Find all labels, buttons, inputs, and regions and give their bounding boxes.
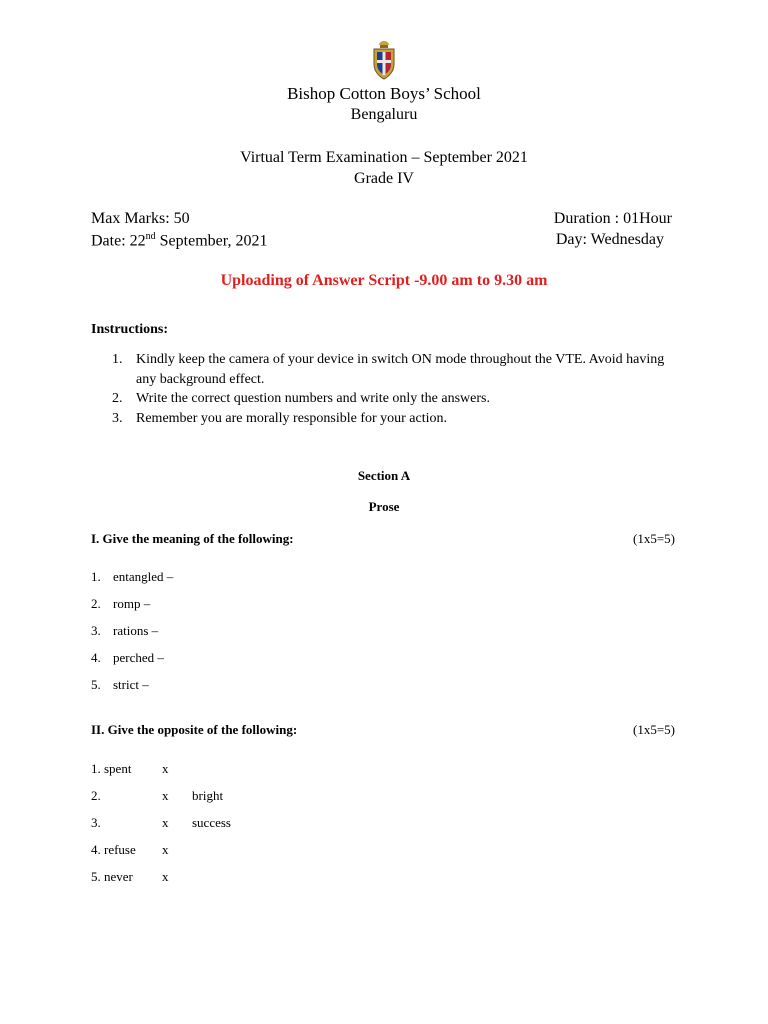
list-item: 3. [91,815,101,830]
list-item: 4. refuse [91,842,136,857]
date-prefix: Date: 22 [91,232,146,250]
school-name: Bishop Cotton Boys’ School [287,84,481,103]
question-2-marks: (1x5=5) [633,722,675,737]
exam-grade: Grade IV [354,170,414,187]
school-crest-icon [372,40,396,80]
upload-notice: Uploading of Answer Script -9.00 am to 9.30 am [220,272,548,289]
max-marks: Max Marks: 50 [91,210,190,227]
list-item: 5. never [91,869,133,884]
instruction-item: 3. Remember you are morally responsible for your action. [112,410,448,426]
opposite-word: success [192,815,231,830]
date-suffix-sup: nd [145,231,156,242]
opposite-x: x [162,788,169,803]
list-item: 3. rations – [91,623,159,638]
instructions-list [91,350,681,428]
school-city: Bengaluru [350,106,418,123]
opposite-x: x [162,761,169,776]
date-rest: September, 2021 [155,232,268,250]
question-2-title: II. Give the opposite of the following: [91,722,298,737]
opposite-x: x [162,842,169,857]
duration: Duration : 01Hour [553,210,672,227]
section-subtitle: Prose [368,499,400,514]
list-item: 5. strict – [91,677,149,692]
opposite-x: x [162,815,169,830]
list-item: 2. [91,788,101,803]
list-item: 2. romp – [91,596,151,611]
exam-title: Virtual Term Examination – September 2021 [240,149,528,166]
question-1-title: I. Give the meaning of the following: [91,531,294,546]
instructions-title: Instructions: [91,322,169,337]
instruction-item: 1. Kindly keep the camera of your device in switch ON mode throughout the VTE. Avoid having any background effect. [112,352,665,387]
list-item: 1. spent [91,761,132,776]
instruction-item: 2. Write the correct question numbers and write only the answers. [112,391,490,406]
exam-day: Day: Wednesday [555,231,664,248]
exam-date [91,231,267,250]
list-item: 1. entangled – [91,569,174,584]
section-title: Section A [357,468,411,483]
list-item: 4. perched – [91,650,164,665]
question-1-marks: (1x5=5) [633,531,675,546]
opposite-word: bright [192,788,224,803]
opposite-x: x [162,869,169,884]
